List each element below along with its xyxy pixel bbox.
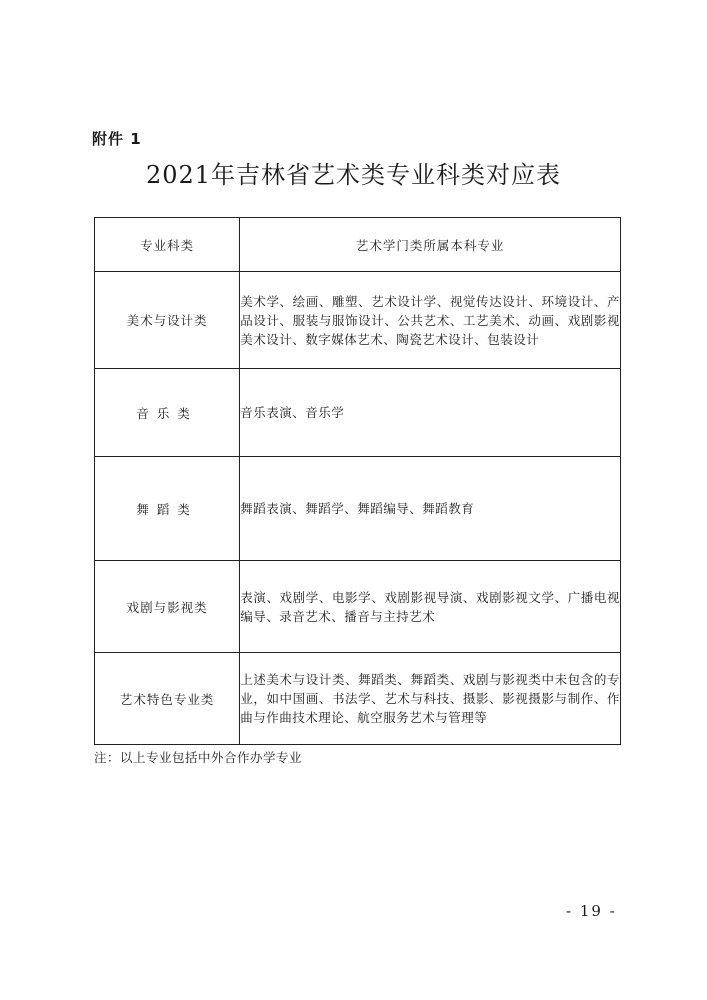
footnote: 注：以上专业包括中外合作办学专业 [94, 750, 303, 765]
header-majors: 艺术学门类所属本科专业 [240, 218, 621, 272]
majors-cell: 美术学、绘画、雕塑、艺术设计学、视觉传达设计、环境设计、产品设计、服装与服饰设计、公共艺术、工艺美术、动画、戏剧影视美术设计、数字媒体艺术、陶瓷艺术设计、包装设计 [240, 272, 621, 369]
majors-cell: 上述美术与设计类、舞蹈类、舞蹈类、戏剧与影视类中未包含的专业，如中国画、书法学、艺术与科技、摄影、影视摄影与制作、作曲与作曲技术理论、航空服务艺术与管理等 [240, 653, 621, 745]
majors-cell: 舞蹈表演、舞蹈学、舞蹈编导、舞蹈教育 [240, 457, 621, 561]
header-category: 专业科类 [95, 218, 240, 272]
majors-cell: 音乐表演、音乐学 [240, 369, 621, 457]
category-cell: 舞蹈类 [95, 457, 240, 561]
page-title: 2021年吉林省艺术类专业科类对应表 [145, 161, 562, 189]
category-cell: 美术与设计类 [95, 272, 240, 369]
category-cell: 艺术特色专业类 [95, 653, 240, 745]
table-row [95, 653, 621, 745]
table-header-row [95, 218, 621, 272]
page-number: - 19 - [566, 902, 617, 920]
attachment-label: 附件 1 [92, 130, 142, 148]
major-category-table [94, 217, 621, 745]
majors-cell: 表演、戏剧学、电影学、戏剧影视导演、戏剧影视文学、广播电视编导、录音艺术、播音与主持艺术 [240, 561, 621, 653]
table-row [95, 369, 621, 457]
category-cell: 戏剧与影视类 [95, 561, 240, 653]
table-row [95, 457, 621, 561]
table-row [95, 561, 621, 653]
table-row [95, 272, 621, 369]
category-cell: 音乐类 [95, 369, 240, 457]
